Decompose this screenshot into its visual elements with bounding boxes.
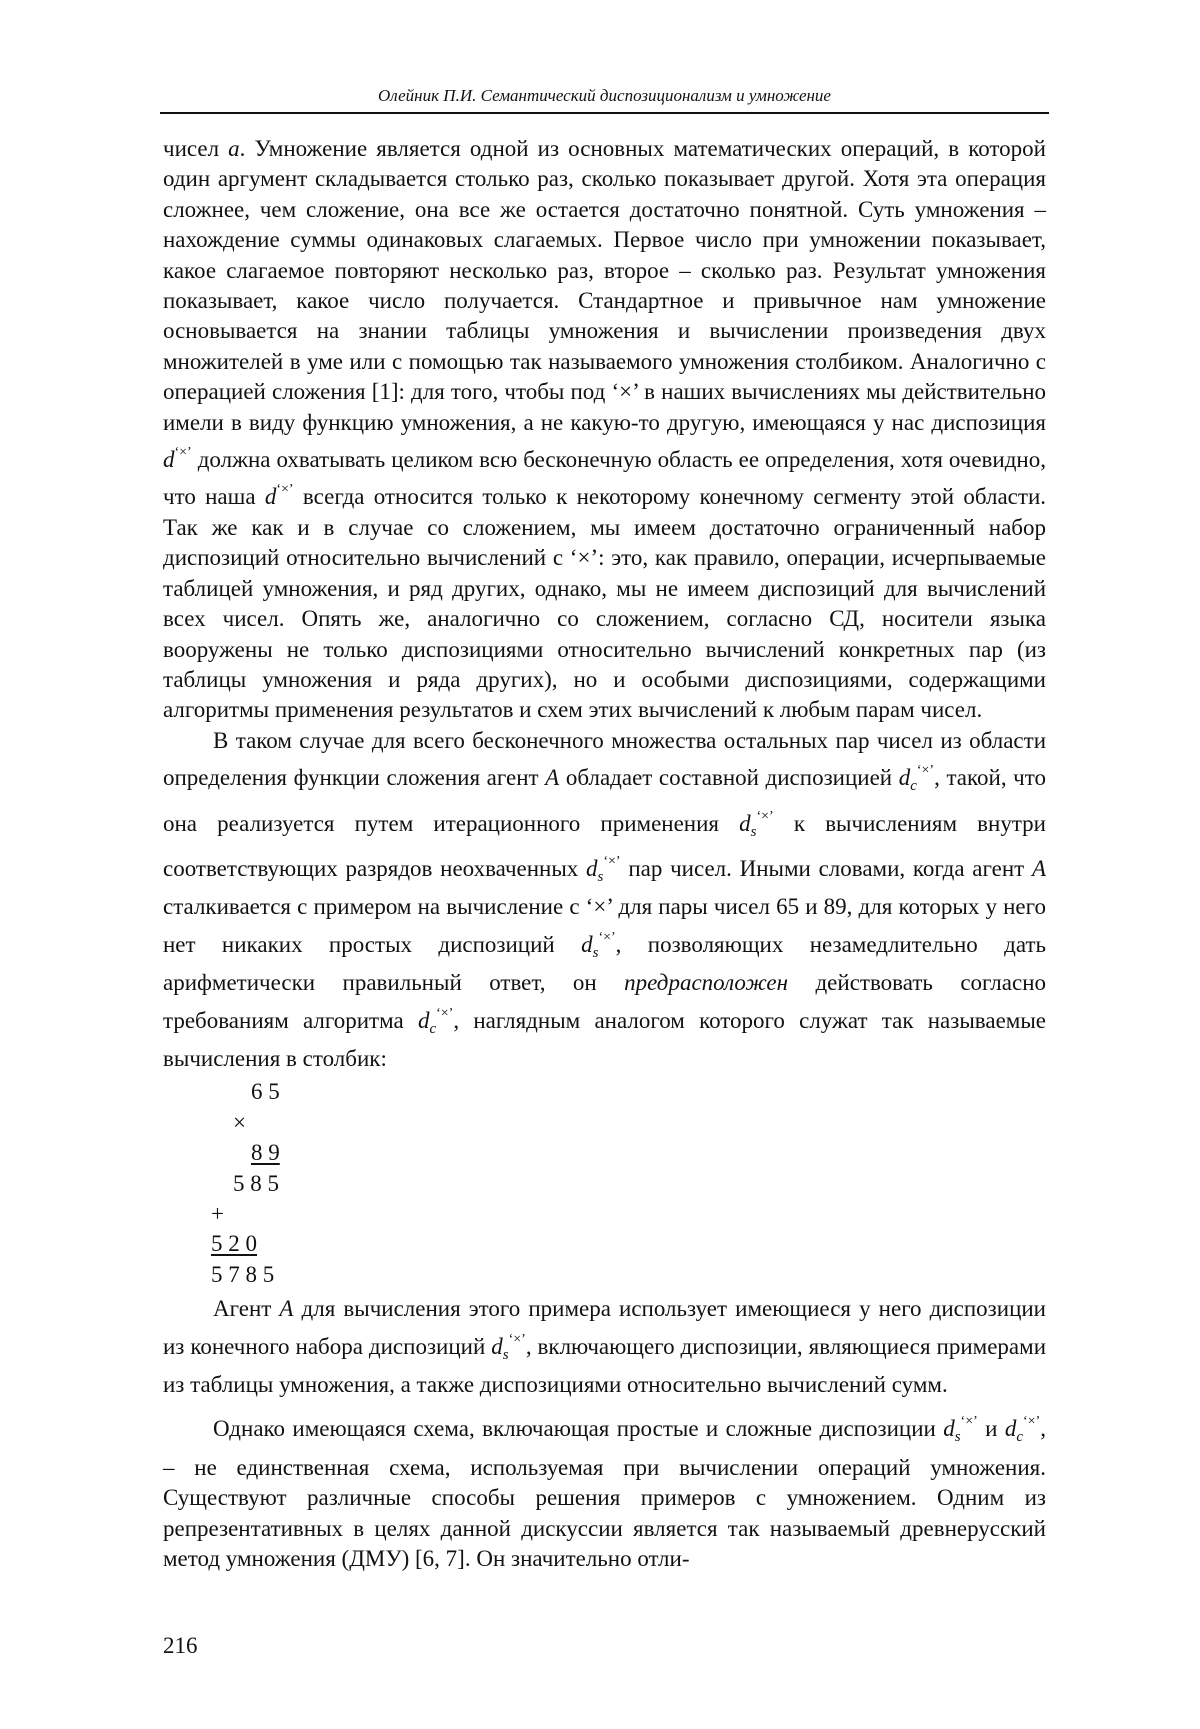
disposition-symbol: $d_s^{‘\times’}$ bbox=[943, 1414, 978, 1446]
emphasis: предрасположен bbox=[624, 970, 789, 996]
paragraph-2: В таком случае для всего бесконечного множества остальных пар чисел из области определения функции сложения агент A обладает составной диспозицией $d_c^{‘\times’}$, такой, что она реализуется путем итерационного применения $d_s^{‘\times’}$ к вычислениям внутри соответствующих разрядов неохваченных $d_s^{‘\times’}$ пар чисел. Иными словами, когда агент A сталкивается с примером на вычисление с ‘×’ для пары чисел 65 и 89, для которых у него нет никаких простых диспозиций $d_s^{‘\times’}$, позволяющих незамедлительно дать арифметически правильный ответ, он предрасположен действовать согласно требованиям алгоритма $d_c^{‘\times’}$, наглядным аналогом которого служат так называемые вычисления в столбик: bbox=[163, 727, 1047, 1071]
multiply-sign: × bbox=[233, 1109, 246, 1135]
column-multiplication bbox=[211, 1077, 1046, 1290]
disposition-symbol: $d_c^{‘\times’}$ bbox=[1004, 1414, 1041, 1446]
running-header: Олейник П.И. Семантический диспозиционализм и умножение bbox=[378, 86, 831, 105]
partial-product-1: 5 8 5 bbox=[233, 1170, 279, 1196]
variable-a: a bbox=[228, 136, 240, 161]
agent-symbol: A bbox=[545, 765, 560, 791]
agent-symbol: A bbox=[1031, 855, 1047, 881]
paragraph-3: Агент A для вычисления этого примера использует имеющиеся у него диспозиции из конечного набора диспозиций $d_s^{‘\times’}$, включающего диспозиции, являющиеся примерами из таблицы умножения, а также диспозициями относительно вычислений сумм. bbox=[163, 1296, 1046, 1398]
partial-product-2: 5 2 0 bbox=[211, 1231, 257, 1257]
disposition-symbol: $d_c^{‘\times’}$ bbox=[417, 1005, 454, 1037]
agent-symbol: A bbox=[279, 1296, 294, 1322]
disposition-symbol: $d_s^{‘\times’}$ bbox=[586, 853, 621, 885]
multiplier: 8 9 bbox=[251, 1140, 280, 1166]
product-total: 5 7 8 5 bbox=[211, 1261, 275, 1287]
disposition-symbol: $d_s^{‘\times’}$ bbox=[739, 808, 774, 840]
disposition-symbol: d‘×’ bbox=[163, 445, 192, 473]
page-body bbox=[163, 134, 1046, 1574]
disposition-symbol: $d_s^{‘\times’}$ bbox=[581, 929, 616, 961]
header-rule bbox=[160, 112, 1049, 114]
plus-sign: + bbox=[211, 1201, 224, 1226]
paragraph-1: чисел a. Умножение является одной из основных математических операций, в которой один аргумент складывается столько раз, сколько показывает другой. Хотя эта операция сложнее, чем сложение, она все же остается достаточно понятной. Суть умножения – нахождение суммы одинаковых слагаемых. Первое число при умножении показывает, какое слагаемое повторяют несколько раз, второе – сколько раз. Результат умножения показывает, какое число получается. Стандартное и привычное нам умножение основывается на знании таблицы умножения и вычислении произведения двух множителей в уме или с помощью так называемого умножения столбиком. Аналогично с операцией сложения [1]: для того, чтобы под ‘×’ в наших вычислениях мы действительно имели в виду функцию умножения, а не какую-то другую, имеющаяся у нас диспозиция d‘×’ должна охватывать целиком всю бесконечную область ее определения, хотя очевидно, что наша d‘×’ всегда относится только к некоторому конечному сегменту этой области. Так же как и в случае со сложением, мы имеем достаточно ограниченный набор диспозиций относительно вычислений с ‘×’: это, как правило, операции, исчерпываемые таблицей умножения, и ряд других, однако, мы не имеем диспозиций для вычислений всех чисел. Опять же, аналогично со сложением, согласно СД, носители языка вооружены не только диспозициями относительно вычислений конкретных пар (из таблицы умножения и ряда других), но и особыми диспозициями, содержащими алгоритмы применения результатов и схем этих вычислений к любым парам чисел. bbox=[163, 136, 1046, 723]
disposition-symbol: $d_s^{‘\times’}$ bbox=[491, 1331, 526, 1363]
multiplicand: 6 5 bbox=[251, 1079, 280, 1105]
paragraph-4: Однако имеющаяся схема, включающая простые и сложные диспозиции $d_s^{‘\times’}$ и $d_c^{‘\times’}$, – не единственная схема, используемая при вычислении операций умножения. Существуют различные способы решения примеров с умножением. Одним из репрезентативных в целях данной дискуссии является так называемый древнерусский метод умножения (ДМУ) [6, 7]. Он значительно отли- bbox=[163, 1414, 1046, 1572]
page-number: 216 bbox=[163, 1633, 198, 1658]
disposition-symbol: d‘×’ bbox=[264, 482, 294, 510]
disposition-symbol: $d_c^{‘\times’}$ bbox=[898, 763, 935, 795]
